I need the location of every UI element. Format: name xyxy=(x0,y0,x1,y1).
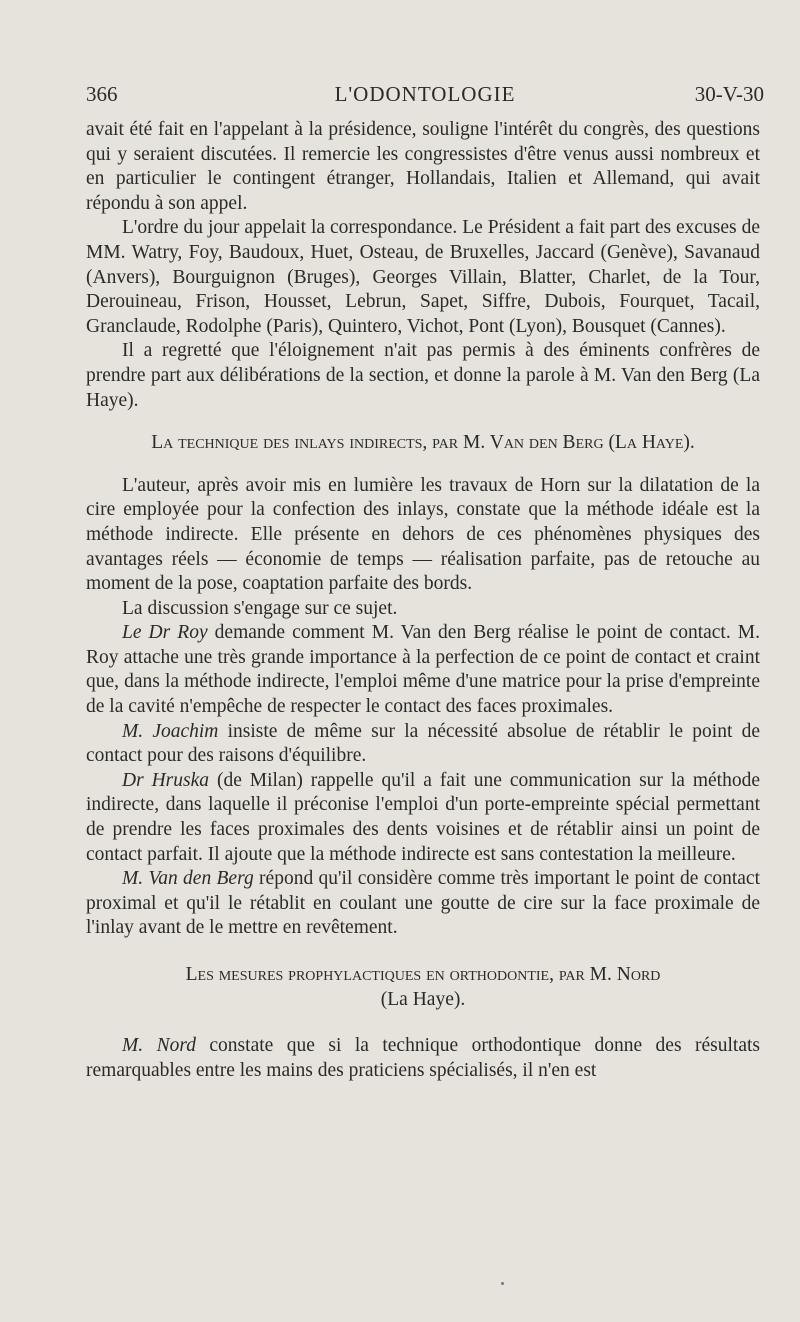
speaker-name: M. Nord xyxy=(122,1035,196,1057)
speaker-name: M. Joachim xyxy=(122,720,219,742)
paragraph: La discussion s'engage sur ce sujet. xyxy=(122,597,398,619)
paragraph: Il a regretté que l'éloignement n'ait pas permis à des éminents confrères de prendre part aux délibérations de la section, et donne la parole à M. Van den Berg (La Haye). xyxy=(86,340,760,411)
print-speck xyxy=(501,1282,504,1285)
paragraph xyxy=(86,621,760,719)
running-header xyxy=(86,80,764,108)
paragraph: L'auteur, après avoir mis en lumière les travaux de Horn sur la dilatation de la cire employée pour la confection des inlays, constate que la méthode idéale est la méthode indirecte. Elle présente en dehors de ces phénomènes physiques des avantages réels — économie de temps — réalisation parfaite, pas de retouche au moment de la pose, coaptation parfaite des bords. xyxy=(86,474,760,595)
section-title: Les mesures prophylactiques en orthodontie, par M. Nord xyxy=(185,964,661,985)
section-heading: La technique des inlays indirects, par M. Van den Berg (La Haye). xyxy=(151,432,695,454)
paragraph-text: (de Milan) rappelle qu'il a fait une communication sur la méthode indirecte, dans laquelle il préconise l'emploi d'un porte-empreinte spécial permettant de prendre les faces proximales des dents voisines et de rétablir ainsi un point de contact parfait. Il ajoute que la méthode indirecte est sans contestation la meilleure. xyxy=(86,769,760,865)
paragraph: L'ordre du jour appelait la correspondance. Le Président a fait part des excuses de MM. Watry, Foy, Baudoux, Huet, Osteau, de Bruxelles, Jaccard (Genève), Savanaud (Anvers), Bourguignon (Bruges), Georges Villain, Blatter, Charlet, de la Tour, Derouineau, Frison, Housset, Lebrun, Sapet, Siffre, Dubois, Fourquet, Tacail, Granclaude, Rodolphe (Paris), Quintero, Vichot, Pont (Lyon), Bousquet (Cannes). xyxy=(86,217,760,337)
journal-title: L'ODONTOLOGIE xyxy=(334,82,516,106)
section-subtitle: (La Haye). xyxy=(380,988,466,1010)
paragraph-text: constate que si la technique orthodontique donne des résultats remarquables entre les mains des praticiens spécialisés, il n'en est xyxy=(86,1035,760,1081)
page-body xyxy=(86,118,760,1083)
paragraph-text: demande comment M. Van den Berg réalise le point de contact. M. Roy attache une très grande importance à la perfection de ce point de contact et craint que, dans la méthode indirecte, l'emploi même d'une matrice pour la prise d'empreinte de la cavité n'empêche de respecter le contact des faces proximales. xyxy=(86,622,760,718)
paragraph xyxy=(86,720,760,769)
speaker-name: M. Van den Berg xyxy=(122,868,254,890)
section-heading xyxy=(86,963,760,1012)
paragraph xyxy=(86,769,760,867)
paragraph-text: insiste de même sur la nécessité absolue de rétablir le point de contact pour des raisons d'équilibre. xyxy=(86,720,760,767)
paragraph-text: répond qu'il considère comme très important le point de contact proximal et qu'il le rétablit en coulant une goutte de cire sur la face proximale de l'inlay avant de le mettre en revêtement. xyxy=(86,868,760,939)
paragraph xyxy=(86,1034,760,1083)
paragraph xyxy=(86,867,760,941)
speaker-name: Dr Hruska xyxy=(122,769,210,791)
speaker-name: Le Dr Roy xyxy=(122,622,208,644)
page-number: 366 xyxy=(86,82,118,106)
issue-date: 30-V-30 xyxy=(694,82,764,106)
paragraph: avait été fait en l'appelant à la présidence, souligne l'intérêt du congrès, des questions qui y seraient discutées. Il remercie les congressistes d'être venus aussi nombreux et en particulier le contingent étranger, Hollandais, Italien et Allemand, qui avait répondu à son appel. xyxy=(86,119,760,214)
